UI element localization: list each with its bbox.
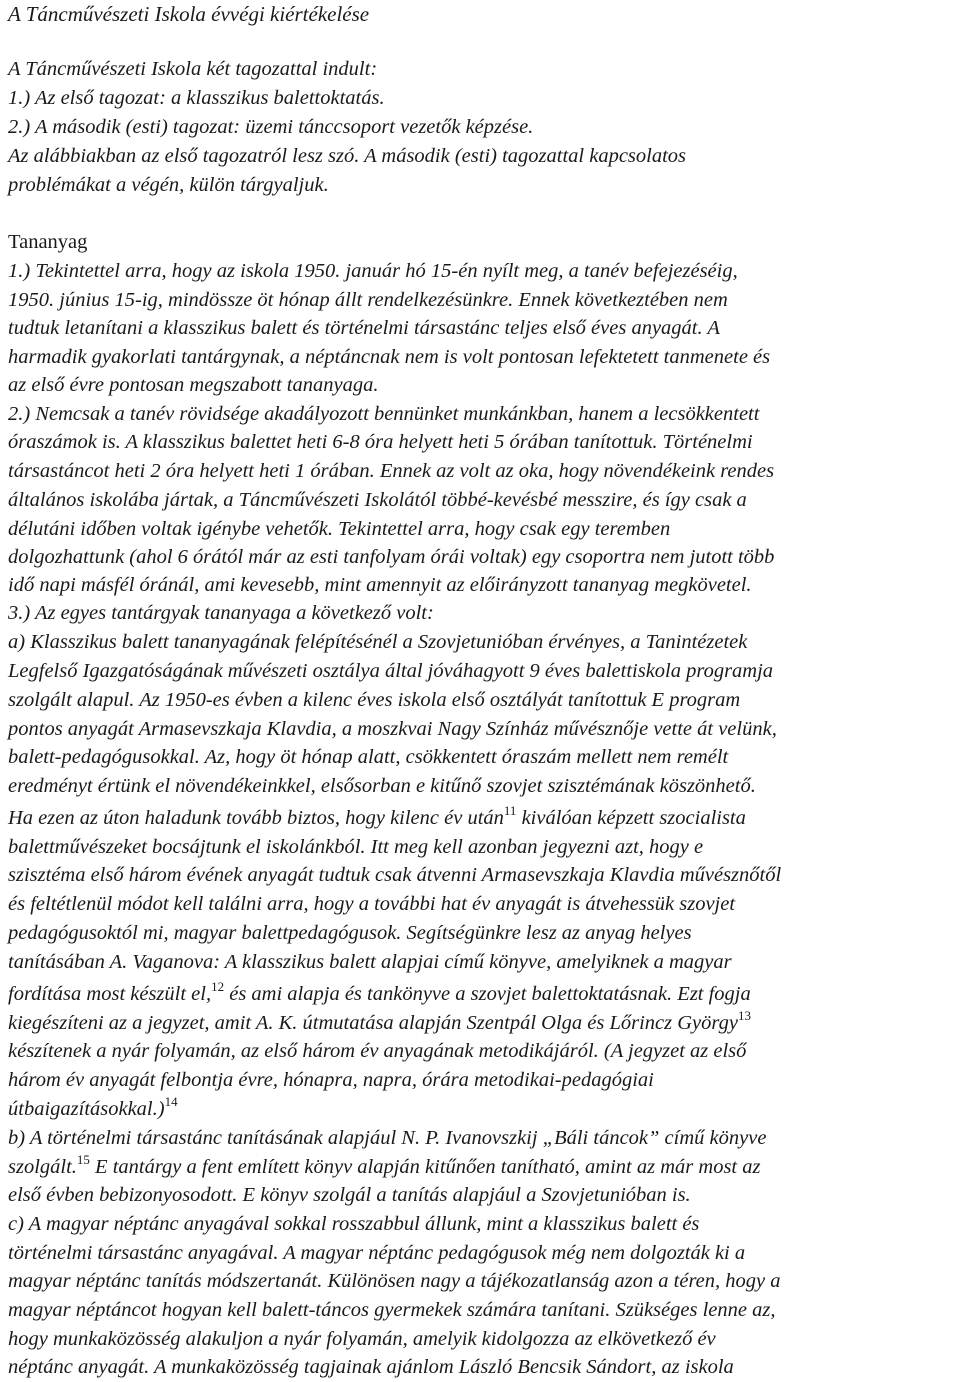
intro-line: 2.) A második (esti) tagozat: üzemi tánccsoport vezetők képzése. [8,116,534,138]
body-line: eredményt értünk el növendékeinkkel, elsősorban e kitűnő szovjet szisztémának köszönhető. [8,775,756,797]
intro-line: problémákat a végén, külön tárgyaljuk. [8,174,329,196]
body-line: délutáni időben voltak igénybe vehetők. Tekintettel arra, hogy csak egy teremben [8,518,671,540]
body-line: társastáncot heti 2 óra helyett heti 1 órában. Ennek az volt az oka, hogy növendékeink rendes [8,460,775,482]
footnote-marker: 15 [76,1152,90,1167]
body-line: az első évre pontosan megszabott tananyaga. [8,374,379,396]
body-line: dolgozhattunk (ahol 6 órától már az esti tanfolyam órái voltak) egy csoportra nem jutott több [8,546,775,568]
body-line: tanításában A. Vaganova: A klasszikus balett alapjai című könyve, amelyiknek a magyar [8,951,732,973]
body-line: pontos anyagát Armasevszkaja Klavdia, a moszkvai Nagy Színház művésznője vette át velünk, [8,718,777,740]
body-line: 1950. június 15-ig, mindössze öt hónap állt rendelkezésünkre. Ennek következtében nem [8,289,728,311]
body-line: három év anyagát felbontja évre, hónapra, napra, órára metodikai-pedagógiai [8,1069,654,1091]
body-line: balettművészeket bocsájtunk el iskolánkból. Itt meg kell azonban jegyezni azt, hogy e [8,836,704,858]
body-line: és feltétlenül módot kell találni arra, hogy a további hat év anyagát is átvehessük szovjet [8,893,736,915]
body-line: történelmi társastánc anyagával. A magyar néptánc pedagógusok még nem dolgozták ki a [8,1242,746,1264]
body-line-with-footnote [8,980,751,1008]
body-line: szolgált alapul. Az 1950-es évben a kilenc éves iskola első osztályát tanítottuk E program [8,689,741,711]
body-line: első évben bebizonyosodott. E könyv szolgál a tanítás alapjául a Szovjetunióban is. [8,1184,691,1206]
body-line-text: és ami alapja és tankönyve a szovjet balettoktatásnak. Ezt fogja [224,983,751,1005]
footnote-marker: 11 [503,803,517,818]
body-line: 3.) Az egyes tantárgyak tananyaga a következő volt: [8,602,434,624]
body-line: néptánc anyagát. A munkaközösség tagjainak ajánlom László Bencsik Sándort, az iskola [8,1356,734,1378]
body-line: balett-pedagógusokkal. Az, hogy öt hónap alatt, csökkentett óraszám mellett nem remélt [8,746,729,768]
body-line-with-footnote [8,1153,760,1181]
body-line: pedagógusoktól mi, magyar balettpedagógusok. Segítségünkre lesz az anyag helyes [8,922,692,944]
body-line-text: kiválóan képzett szocialista [516,807,746,829]
body-line: Legfelső Igazgatóságának művészeti osztálya által jóváhagyott 9 éves balettiskola programja [8,660,774,682]
body-line: magyar néptánc tanítás módszertanát. Különösen nagy a tájékozatlanság azon a téren, hogy a [8,1270,781,1292]
body-line: magyar néptáncot hogyan kell balett-táncos gyermekek számára tanítani. Szükséges lenne az, [8,1299,776,1321]
body-line: szisztéma első három évének anyagát tudtuk csak átvenni Armasevszkaja Klavdia művésznőtől [8,864,782,886]
body-line: c) A magyar néptánc anyagával sokkal rosszabbul állunk, mint a klasszikus balett és [8,1213,700,1235]
intro-line: 1.) Az első tagozat: a klasszikus balettoktatás. [8,87,385,109]
body-line-text: E tantárgy a fent említett könyv alapján kitűnően tanítható, amint az már most az [89,1156,761,1178]
body-line: harmadik gyakorlati tantárgynak, a néptáncnak nem is volt pontosan lefektetett tanmenete és [8,346,771,368]
body-line-text: kiegészíteni az a jegyzet, amit A. K. útmutatása alapján Szentpál Olga és Lőrincz György [8,1012,738,1034]
body-line-text: fordítása most készült el, [8,983,212,1005]
body-line-with-footnote [8,1095,178,1123]
body-line: hogy munkaközösség alakuljon a nyár folyamán, amelyik kidolgozza az elkövetkező év [8,1328,716,1350]
body-line: idő napi másfél óránál, ami kevesebb, mint amennyit az előirányzott tananyag megkövetel. [8,574,752,596]
footnote-marker: 13 [737,1008,751,1023]
body-line: a) Klasszikus balett tananyagának felépítésénél a Szovjetunióban érvényes, a Tanintézetek [8,631,748,653]
intro-line: A Táncművészeti Iskola két tagozattal indult: [8,58,378,80]
section-heading: Tananyag [8,231,88,253]
body-line-with-footnote [8,804,746,832]
body-line: óraszámok is. A klasszikus balettet heti 6-8 óra helyett heti 5 órában tanítottuk. Történelmi [8,431,753,453]
body-line: 2.) Nemcsak a tanév rövidsége akadályozott bennünket munkánkban, hanem a lecsökkentett [8,403,760,425]
body-line: általános iskolába jártak, a Táncművészeti Iskolától többé-kevésbé messzire, és így csak a [8,489,747,511]
document-title: A Táncművészeti Iskola évvégi kiértékelése [8,2,370,26]
footnote-marker: 12 [211,979,225,994]
intro-line: Az alábbiakban az első tagozatról lesz szó. A második (esti) tagozattal kapcsolatos [8,145,687,167]
body-line-text: szolgált. [8,1156,77,1178]
body-line: készítenek a nyár folyamán, az első három év anyagának metodikájáról. (A jegyzet az első [8,1040,747,1062]
body-line-with-footnote [8,1009,751,1037]
body-line: 1.) Tekintettel arra, hogy az iskola 1950. január hó 15-én nyílt meg, a tanév befejezéséig, [8,260,738,282]
footnote-marker: 14 [164,1094,178,1109]
body-line: tudtuk letanítani a klasszikus balett és történelmi társastánc teljes első éves anyagát. A [8,317,720,339]
body-line: b) A történelmi társastánc tanításának alapjául N. P. Ivanovszkij „Báli táncok” című könyve [8,1127,767,1149]
body-line-text: útbaigazításokkal.) [8,1098,165,1120]
body-line-text: Ha ezen az úton haladunk tovább biztos, hogy kilenc év után [8,807,504,829]
